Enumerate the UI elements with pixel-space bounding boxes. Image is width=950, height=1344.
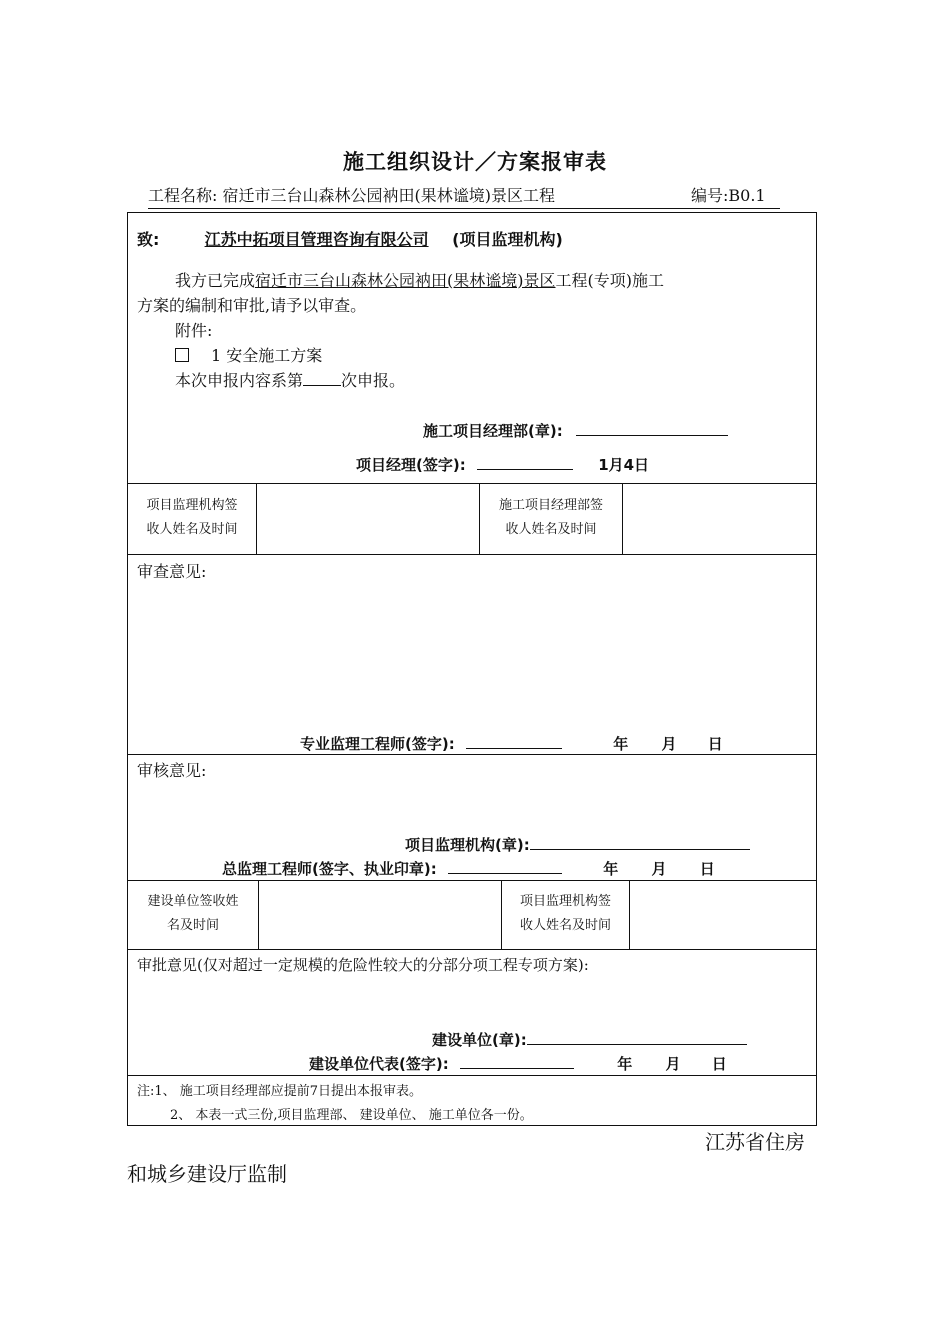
receipt1-left-label <box>128 494 256 542</box>
receipt2-right-field[interactable] <box>631 882 814 948</box>
approval-year: 年 <box>617 1055 633 1073</box>
receipt1-left-label-2: 收人姓名及时间 <box>146 522 238 537</box>
rep-sign-line <box>309 1053 727 1074</box>
to-org: 江苏中拓项目管理咨询有限公司 <box>204 230 429 249</box>
form-title: 施工组织设计／方案报审表 <box>343 150 607 174</box>
receipt1-left-label-1: 项目监理机构签 <box>146 498 238 513</box>
number-value: B0.1 <box>728 186 766 205</box>
receipt2-divider-c <box>629 880 630 949</box>
audit-day: 日 <box>699 860 715 878</box>
receipt1-divider-c <box>622 483 623 554</box>
receipt2-right-label-1: 项目监理机构签 <box>519 894 611 909</box>
manager-sign-line <box>356 454 649 475</box>
submission-suffix: 次申报。 <box>341 371 406 390</box>
engineer-label: 专业监理工程师(签字): <box>300 735 455 753</box>
attachment-item <box>175 343 322 366</box>
manager-sign-label: 项目经理(签字): <box>356 456 466 474</box>
receipt2-left-label-1: 建设单位签收姓 <box>147 894 239 909</box>
review-sign-line <box>300 733 723 754</box>
review-year: 年 <box>613 735 629 753</box>
number-label: 编号: <box>691 186 729 205</box>
dept-seal-blank[interactable] <box>576 420 728 436</box>
divider-notes-top <box>127 1075 817 1076</box>
unit-seal-line <box>432 1029 747 1050</box>
attachment-checkbox[interactable] <box>175 348 189 362</box>
project-label: 工程名称: <box>148 186 218 205</box>
audit-year: 年 <box>603 860 619 878</box>
receipt1-right-field[interactable] <box>624 485 814 553</box>
to-label: 致: <box>137 230 160 249</box>
divider-review-top <box>127 554 817 555</box>
approval-label: 审批意见(仅对超过一定规模的危险性较大的分部分项工程专项方案): <box>137 956 589 974</box>
body-suffix: 工程(专项)施工 <box>555 271 665 290</box>
rep-label: 建设单位代表(签字): <box>309 1055 449 1073</box>
submit-date: 1月4日 <box>598 456 650 474</box>
review-month: 月 <box>661 735 677 753</box>
unit-seal-blank[interactable] <box>527 1029 747 1045</box>
receipt1-right-label-1: 施工项目经理部签 <box>498 498 603 513</box>
review-day: 日 <box>707 735 723 753</box>
engineer-sign-blank[interactable] <box>466 733 562 749</box>
receipt1-right-label-2: 收人姓名及时间 <box>505 522 597 537</box>
submission-line <box>175 368 405 391</box>
audit-org-seal-line <box>405 834 750 855</box>
audit-month: 月 <box>651 860 667 878</box>
chief-label: 总监理工程师(签字、执业印章): <box>222 860 437 878</box>
org-seal-blank[interactable] <box>530 834 750 850</box>
body-line-2: 方案的编制和审批,请予以审查。 <box>137 296 367 315</box>
chief-sign-blank[interactable] <box>448 858 562 874</box>
audit-label: 审核意见: <box>137 761 207 780</box>
receipt1-divider-a <box>256 483 257 554</box>
submission-prefix: 本次申报内容系第 <box>175 371 304 390</box>
body-project: 宿迁市三台山森林公园衲田(果林谧境)景区 <box>255 271 556 290</box>
dept-seal-line <box>423 420 728 441</box>
chief-sign-line <box>222 858 715 879</box>
review-label: 审查意见: <box>137 562 207 581</box>
org-seal-label: 项目监理机构(章): <box>405 836 530 854</box>
to-role: (项目监理机构) <box>452 230 563 249</box>
unit-seal-label: 建设单位(章): <box>432 1031 527 1049</box>
divider-receipt1-top <box>127 483 817 484</box>
approval-day: 日 <box>711 1055 727 1073</box>
issuer-line-2: 和城乡建设厅监制 <box>127 1162 287 1186</box>
manager-sign-blank[interactable] <box>477 454 573 470</box>
receipt2-left-label <box>128 890 258 938</box>
submission-count-blank[interactable] <box>303 370 341 386</box>
attachment-label: 附件: <box>175 321 213 340</box>
approval-month: 月 <box>665 1055 681 1073</box>
attachment-item-text: 1 安全施工方案 <box>211 346 323 365</box>
addressee-line <box>137 227 563 250</box>
note-line-1: 注:1、 施工项目经理部应提前7日提出本报审表。 <box>137 1084 423 1099</box>
review-comment-area[interactable] <box>137 585 807 725</box>
form-number <box>691 183 766 206</box>
project-header <box>148 183 780 209</box>
rep-sign-blank[interactable] <box>460 1053 574 1069</box>
divider-audit-top <box>127 754 817 755</box>
receipt2-divider-a <box>258 880 259 949</box>
divider-receipt2-top <box>127 880 817 881</box>
body-line-1 <box>175 268 664 291</box>
receipt2-right-label-2: 收人姓名及时间 <box>519 918 611 933</box>
issuer-line-1: 江苏省住房 <box>705 1130 805 1154</box>
receipt2-left-field[interactable] <box>260 882 500 948</box>
note-line-2: 2、 本表一式三份,项目监理部、 建设单位、 施工单位各一份。 <box>170 1108 533 1123</box>
project-name: 宿迁市三台山森林公园衲田(果林谧境)景区工程 <box>222 186 555 205</box>
receipt2-left-label-2: 名及时间 <box>166 918 219 933</box>
receipt2-right-label <box>502 890 629 938</box>
body-prefix: 我方已完成 <box>175 271 256 290</box>
receipt1-right-label <box>480 494 622 542</box>
receipt1-left-field[interactable] <box>258 485 478 553</box>
dept-seal-label: 施工项目经理部(章): <box>423 422 563 440</box>
divider-approval-top <box>127 949 817 950</box>
